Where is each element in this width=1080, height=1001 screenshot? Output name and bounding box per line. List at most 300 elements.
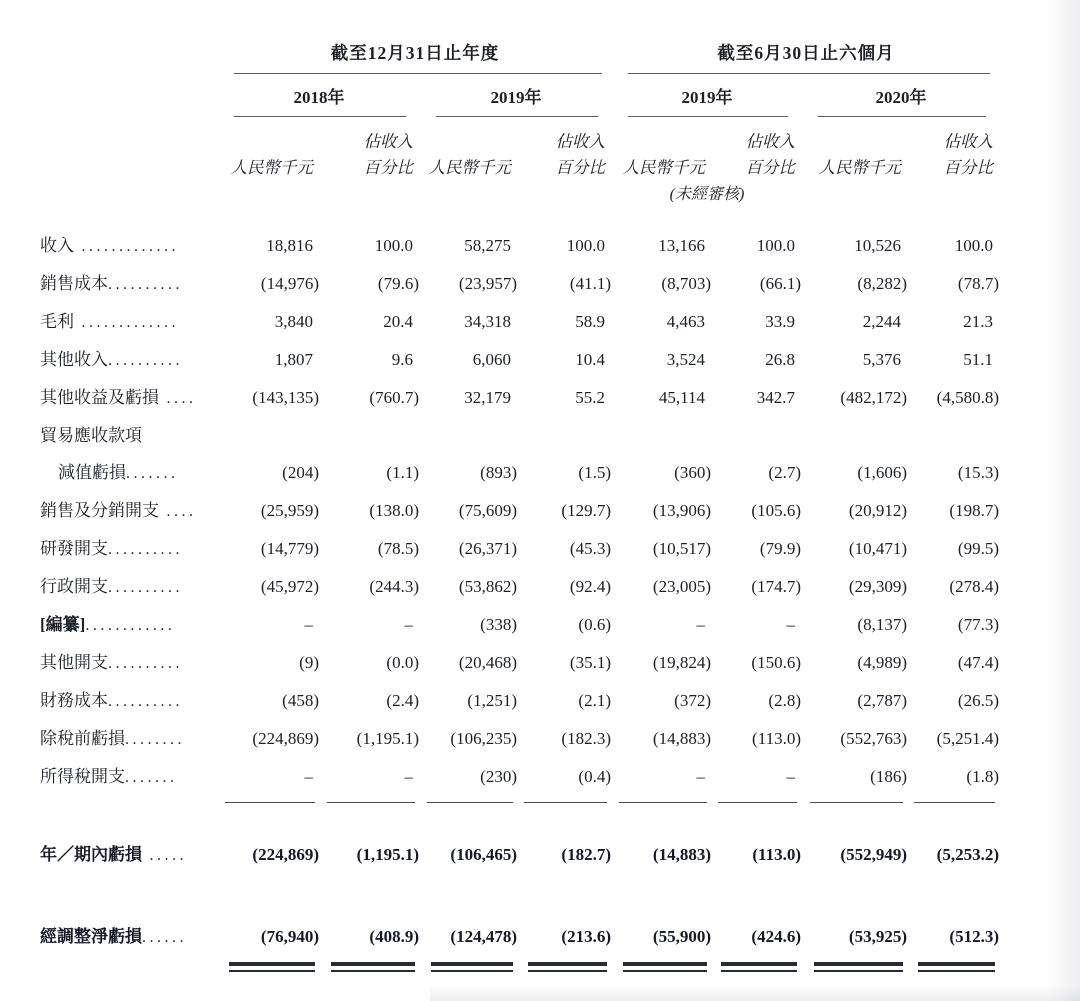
leader-dots: .......... xyxy=(108,352,183,369)
value-cell xyxy=(518,682,612,720)
value-cell xyxy=(420,492,518,530)
leader-dots: ........ xyxy=(125,731,185,748)
value-cell xyxy=(320,303,420,341)
value-cell xyxy=(908,379,1000,417)
scan-shadow-bottom xyxy=(430,985,1080,1001)
value-text: (8,137) xyxy=(857,615,907,634)
value-cell xyxy=(802,417,908,454)
value-cell xyxy=(218,530,320,568)
value-cell xyxy=(802,682,908,720)
value-cell xyxy=(218,379,320,417)
value-text: (19,824) xyxy=(652,653,711,672)
value-text: 100.0 xyxy=(756,236,795,255)
single-underline xyxy=(914,802,995,803)
value-text: (8,282) xyxy=(857,274,907,293)
value-text: (213.6) xyxy=(561,927,611,946)
double-underline xyxy=(331,962,415,972)
value-cell xyxy=(712,644,802,682)
single-underline xyxy=(225,802,315,803)
value-cell xyxy=(712,836,802,874)
unaudited-note: (未經審核) xyxy=(669,186,745,203)
period-group-title: 截至6月30日止六個月 xyxy=(717,43,895,63)
value-cell xyxy=(420,379,518,417)
value-cell xyxy=(908,303,1000,341)
value-cell xyxy=(908,492,1000,530)
period-group-title: 截至12月31日止年度 xyxy=(330,43,500,63)
single-underline xyxy=(619,802,707,803)
row-label-text: 減值虧損 xyxy=(58,463,126,482)
leader-dots: .... xyxy=(159,503,197,520)
row-label xyxy=(40,492,218,530)
value-text: 6,060 xyxy=(472,350,511,369)
value-text: – xyxy=(304,615,313,634)
value-text: (204) xyxy=(282,463,319,482)
value-text: 55.2 xyxy=(575,388,605,407)
value-text: (0.0) xyxy=(386,653,419,672)
value-cell xyxy=(802,265,908,303)
value-text: 51.1 xyxy=(963,350,993,369)
value-cell xyxy=(908,417,1000,454)
leader-dots: ...... xyxy=(142,929,187,946)
single-underline xyxy=(524,802,607,803)
value-cell xyxy=(612,606,712,644)
double-underline xyxy=(918,962,995,972)
value-cell xyxy=(712,227,802,265)
value-text: 33.9 xyxy=(765,312,795,331)
table-row xyxy=(40,530,1000,568)
row-label-text: 其他收益及虧損 xyxy=(40,388,159,407)
value-text: (8,703) xyxy=(661,274,711,293)
year-rule xyxy=(628,116,788,117)
row-label xyxy=(40,720,218,758)
row-label xyxy=(40,682,218,720)
value-text: 100.0 xyxy=(566,236,605,255)
value-cell xyxy=(320,918,420,956)
value-text: (150.6) xyxy=(751,653,801,672)
value-text: 1,807 xyxy=(274,350,313,369)
col-header-pct: 佔收入 百分比 xyxy=(363,132,413,177)
value-text: (14,883) xyxy=(652,845,711,864)
value-text: (1.8) xyxy=(966,767,999,786)
table-row xyxy=(40,265,1000,303)
value-cell xyxy=(518,758,612,796)
value-cell xyxy=(908,720,1000,758)
value-cell xyxy=(518,265,612,303)
value-cell xyxy=(320,265,420,303)
value-text: – xyxy=(696,615,705,634)
year-2020: 2020年 xyxy=(802,86,1000,117)
table-row xyxy=(40,341,1000,379)
value-text: (278.4) xyxy=(949,577,999,596)
unaudited-note-band xyxy=(40,183,1000,207)
col-header-rmb: 人民幣千元 xyxy=(230,158,313,177)
value-cell xyxy=(802,836,908,874)
value-text: (372) xyxy=(674,691,711,710)
value-text: (230) xyxy=(480,767,517,786)
value-cell xyxy=(218,417,320,454)
value-cell xyxy=(320,227,420,265)
value-cell xyxy=(712,341,802,379)
value-text: (76,940) xyxy=(260,927,319,946)
value-cell xyxy=(420,836,518,874)
value-text: – xyxy=(404,767,413,786)
value-cell xyxy=(320,341,420,379)
value-cell xyxy=(518,303,612,341)
table-row xyxy=(40,454,1000,492)
value-cell xyxy=(420,568,518,606)
row-label xyxy=(40,568,218,606)
value-text: 58,275 xyxy=(464,236,511,255)
value-text: (5,253.2) xyxy=(936,845,999,864)
value-text: (99.5) xyxy=(957,539,999,558)
row-label xyxy=(40,918,218,956)
leader-dots: .......... xyxy=(108,541,183,558)
value-cell xyxy=(712,758,802,796)
table-row xyxy=(40,568,1000,606)
value-text: (20,912) xyxy=(848,501,907,520)
year-2018: 2018年 xyxy=(218,86,420,117)
value-cell xyxy=(908,918,1000,956)
value-cell xyxy=(420,454,518,492)
value-cell xyxy=(908,265,1000,303)
value-text: – xyxy=(404,615,413,634)
table-row xyxy=(40,417,1000,454)
value-cell xyxy=(612,918,712,956)
row-label-text: 收入 xyxy=(40,236,74,255)
value-cell xyxy=(908,341,1000,379)
value-text: (2.7) xyxy=(768,463,801,482)
leader-dots: ............ xyxy=(85,617,176,634)
value-cell xyxy=(612,644,712,682)
row-label-text: 貿易應收款項 xyxy=(40,426,142,445)
value-text: (105.6) xyxy=(751,501,801,520)
row-label-text: 財務成本 xyxy=(40,691,108,710)
row-label-text: 研發開支 xyxy=(40,539,108,558)
value-text: 32,179 xyxy=(464,388,511,407)
value-text: 100.0 xyxy=(954,236,993,255)
value-cell xyxy=(218,492,320,530)
value-cell xyxy=(518,492,612,530)
row-label xyxy=(40,644,218,682)
value-cell xyxy=(518,454,612,492)
value-cell xyxy=(320,492,420,530)
value-cell xyxy=(218,568,320,606)
value-cell xyxy=(420,265,518,303)
leader-dots: ..... xyxy=(142,847,187,864)
value-text: (512.3) xyxy=(949,927,999,946)
value-cell xyxy=(612,530,712,568)
value-cell xyxy=(802,720,908,758)
value-text: (424.6) xyxy=(751,927,801,946)
value-text: (25,959) xyxy=(260,501,319,520)
value-cell xyxy=(612,720,712,758)
value-cell xyxy=(802,227,908,265)
value-text: – xyxy=(696,767,705,786)
value-text: (14,779) xyxy=(260,539,319,558)
value-text: (893) xyxy=(480,463,517,482)
value-text: (2,787) xyxy=(857,691,907,710)
row-label xyxy=(40,341,218,379)
value-cell xyxy=(908,454,1000,492)
value-cell xyxy=(712,918,802,956)
value-cell xyxy=(612,417,712,454)
col-header-rmb: 人民幣千元 xyxy=(428,158,511,177)
value-text: (45.3) xyxy=(569,539,611,558)
value-cell xyxy=(218,836,320,874)
value-cell xyxy=(518,379,612,417)
value-cell xyxy=(908,227,1000,265)
value-text: (23,957) xyxy=(458,274,517,293)
value-text: 34,318 xyxy=(464,312,511,331)
leader-dots: .......... xyxy=(108,693,183,710)
value-cell xyxy=(218,682,320,720)
table-row xyxy=(40,227,1000,265)
value-text: – xyxy=(304,767,313,786)
value-cell xyxy=(420,341,518,379)
value-cell xyxy=(802,379,908,417)
value-text: (10,517) xyxy=(652,539,711,558)
value-cell xyxy=(802,341,908,379)
value-cell xyxy=(218,341,320,379)
value-cell xyxy=(612,379,712,417)
value-text: (5,251.4) xyxy=(936,729,999,748)
col-header-rmb: 人民幣千元 xyxy=(622,158,705,177)
value-cell xyxy=(712,379,802,417)
value-text: (113.0) xyxy=(752,729,801,748)
value-cell xyxy=(612,341,712,379)
leader-dots: .......... xyxy=(108,655,183,672)
value-text: 13,166 xyxy=(658,236,705,255)
value-cell xyxy=(218,644,320,682)
value-cell xyxy=(802,606,908,644)
col-header-pct: 佔收入 百分比 xyxy=(555,132,605,177)
value-cell xyxy=(612,227,712,265)
value-cell xyxy=(802,492,908,530)
value-text: (244.3) xyxy=(369,577,419,596)
table-row xyxy=(40,758,1000,796)
value-text: (174.7) xyxy=(751,577,801,596)
row-label-text: 其他收入 xyxy=(40,350,108,369)
value-text: (10,471) xyxy=(848,539,907,558)
year-2019: 2019年 xyxy=(420,86,612,117)
row-label xyxy=(40,454,218,492)
value-text: (124,478) xyxy=(450,927,517,946)
value-cell xyxy=(712,303,802,341)
value-text: 3,840 xyxy=(274,312,313,331)
col-header-pct: 佔收入 百分比 xyxy=(745,132,795,177)
value-text: (29,309) xyxy=(848,577,907,596)
value-cell xyxy=(712,568,802,606)
value-cell xyxy=(908,836,1000,874)
row-label xyxy=(40,379,218,417)
value-cell xyxy=(612,265,712,303)
table-row xyxy=(40,836,1000,874)
row-label xyxy=(40,303,218,341)
value-text: (1,251) xyxy=(467,691,517,710)
value-cell xyxy=(908,644,1000,682)
value-cell xyxy=(518,341,612,379)
value-cell xyxy=(420,720,518,758)
table-row xyxy=(40,303,1000,341)
value-text: 20.4 xyxy=(383,312,413,331)
table-row xyxy=(40,682,1000,720)
value-text: (106,235) xyxy=(450,729,517,748)
value-text: (20,468) xyxy=(458,653,517,672)
value-cell xyxy=(218,303,320,341)
value-cell xyxy=(320,606,420,644)
value-text: (53,925) xyxy=(848,927,907,946)
value-text: 21.3 xyxy=(963,312,993,331)
value-text: (1.1) xyxy=(386,463,419,482)
value-text: 10,526 xyxy=(854,236,901,255)
value-cell xyxy=(712,492,802,530)
row-label-text: 除稅前虧損 xyxy=(40,729,125,748)
year-header-band xyxy=(40,74,1000,117)
col-header-rmb: 人民幣千元 xyxy=(818,158,901,177)
value-text: (360) xyxy=(674,463,711,482)
value-text: (26,371) xyxy=(458,539,517,558)
value-cell xyxy=(802,303,908,341)
value-text: (41.1) xyxy=(569,274,611,293)
value-text: (78.5) xyxy=(377,539,419,558)
value-cell xyxy=(712,454,802,492)
row-label-text: 所得稅開支 xyxy=(40,767,125,786)
value-text: (53,862) xyxy=(458,577,517,596)
value-text: (77.3) xyxy=(957,615,999,634)
value-cell xyxy=(518,918,612,956)
value-cell xyxy=(802,918,908,956)
row-label-text: 行政開支 xyxy=(40,577,108,596)
value-text: (1.5) xyxy=(578,463,611,482)
value-text: 10.4 xyxy=(575,350,605,369)
table-row xyxy=(40,918,1000,956)
value-text: (75,609) xyxy=(458,501,517,520)
value-cell xyxy=(320,758,420,796)
value-cell xyxy=(518,417,612,454)
leader-dots: .... xyxy=(159,390,197,407)
value-cell xyxy=(518,606,612,644)
single-underline xyxy=(327,802,415,803)
value-cell xyxy=(518,568,612,606)
value-text: (4,580.8) xyxy=(936,388,999,407)
single-underline xyxy=(427,802,513,803)
value-cell xyxy=(420,758,518,796)
value-cell xyxy=(908,682,1000,720)
value-text: (2.1) xyxy=(578,691,611,710)
value-cell xyxy=(420,417,518,454)
value-text: (0.4) xyxy=(578,767,611,786)
row-label xyxy=(40,758,218,796)
value-cell xyxy=(320,530,420,568)
value-cell xyxy=(218,720,320,758)
value-text: (1,195.1) xyxy=(356,729,419,748)
value-cell xyxy=(218,227,320,265)
value-cell xyxy=(320,720,420,758)
leader-dots: .......... xyxy=(108,276,183,293)
row-label xyxy=(40,530,218,568)
leader-dots: .......... xyxy=(108,579,183,596)
value-cell xyxy=(420,644,518,682)
value-cell xyxy=(612,682,712,720)
table-row xyxy=(40,492,1000,530)
value-text: (552,949) xyxy=(840,845,907,864)
double-underline xyxy=(721,962,797,972)
value-text: (1,606) xyxy=(857,463,907,482)
value-cell xyxy=(420,530,518,568)
value-text: (26.5) xyxy=(957,691,999,710)
table-row xyxy=(40,606,1000,644)
single-underline xyxy=(810,802,903,803)
value-cell xyxy=(320,379,420,417)
value-text: (78.7) xyxy=(957,274,999,293)
value-text: (198.7) xyxy=(949,501,999,520)
table-row xyxy=(40,720,1000,758)
value-text: (66.1) xyxy=(759,274,801,293)
value-text: (9) xyxy=(299,653,319,672)
value-text: (186) xyxy=(870,767,907,786)
value-text: – xyxy=(786,615,795,634)
value-cell xyxy=(518,644,612,682)
period-header-band xyxy=(40,42,1000,74)
value-cell xyxy=(420,303,518,341)
value-text: (113.0) xyxy=(752,845,801,864)
value-text: (45,972) xyxy=(260,577,319,596)
value-cell xyxy=(802,454,908,492)
single-underline xyxy=(718,802,797,803)
value-text: (482,172) xyxy=(840,388,907,407)
value-cell xyxy=(218,758,320,796)
value-text: (15.3) xyxy=(957,463,999,482)
value-text: (182.3) xyxy=(561,729,611,748)
value-cell xyxy=(908,530,1000,568)
value-cell xyxy=(802,530,908,568)
row-label-text: 銷售及分銷開支 xyxy=(40,501,159,520)
value-text: 5,376 xyxy=(862,350,901,369)
year-rule xyxy=(818,116,986,117)
value-text: – xyxy=(786,767,795,786)
value-cell xyxy=(712,265,802,303)
value-text: (129.7) xyxy=(561,501,611,520)
double-underline xyxy=(814,962,903,972)
value-text: (14,976) xyxy=(260,274,319,293)
row-label-text: 毛利 xyxy=(40,312,74,331)
row-label-text: 經調整淨虧損 xyxy=(40,927,142,946)
value-cell xyxy=(908,606,1000,644)
value-cell xyxy=(218,606,320,644)
double-underline xyxy=(229,962,315,972)
value-text: 100.0 xyxy=(374,236,413,255)
table-body xyxy=(40,227,1080,956)
leader-dots: ............. xyxy=(74,314,179,331)
value-text: (138.0) xyxy=(369,501,419,520)
value-cell xyxy=(908,568,1000,606)
value-cell xyxy=(612,758,712,796)
value-text: (552,763) xyxy=(840,729,907,748)
value-text: 342.7 xyxy=(756,388,795,407)
value-text: (224,869) xyxy=(252,845,319,864)
value-cell xyxy=(518,227,612,265)
row-label-text: 銷售成本 xyxy=(40,274,108,293)
value-cell xyxy=(320,682,420,720)
unit-header-band xyxy=(40,129,1000,181)
row-label-text: 其他開支 xyxy=(40,653,108,672)
value-text: (458) xyxy=(282,691,319,710)
value-cell xyxy=(612,454,712,492)
value-cell xyxy=(320,836,420,874)
value-text: 3,524 xyxy=(666,350,705,369)
row-label-text: [編纂] xyxy=(40,615,86,634)
value-cell xyxy=(802,644,908,682)
